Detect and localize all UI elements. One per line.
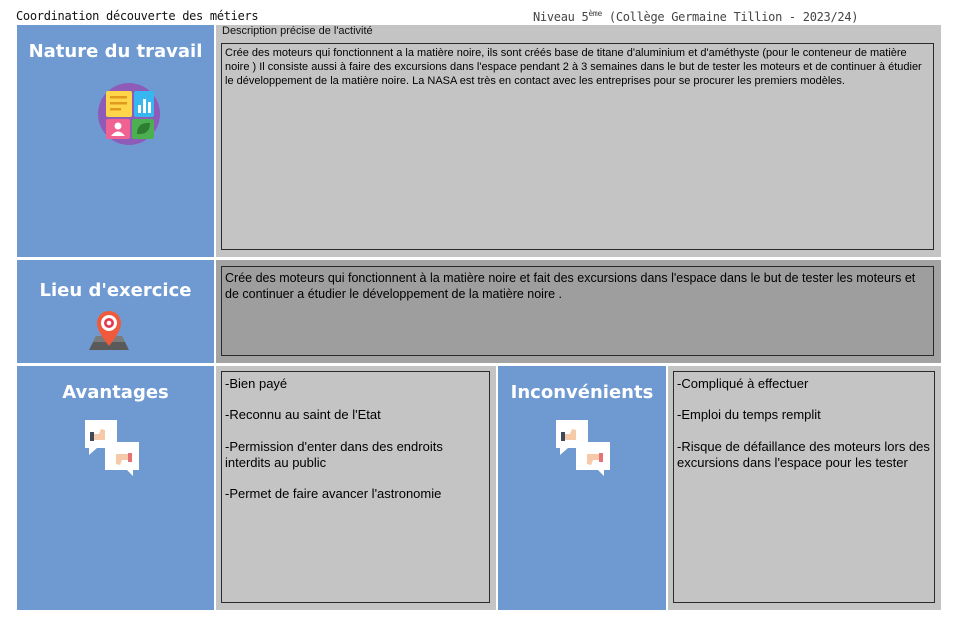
map-pin-icon [87,308,131,352]
inconvenients-content-area [668,366,941,610]
avantages-panel [17,366,214,610]
nature-panel [17,25,214,257]
avantages-item: -Permission d'enter dans des endroits interdits au public [225,438,443,470]
lieu-panel [17,260,214,363]
nature-description-text: Crée des moteurs qui fonctionnent a la matière noire, ils sont créés base de titane d'aluminium et d'améthyste (pour le conteneur de matière noire ) Il consiste aussi à faire des excursions dans l'espace pendant 2 à 3 semaines dans le but de tester les moteurs et de continuer à étudier le développement de la matière noire. La NASA est très en contact avec les entreprises pour se procurer les premiers modèles. [221,43,934,250]
inconvenients-panel [498,366,666,610]
avantages-item: -Permet de faire avancer l'astronomie [225,486,442,501]
thumbs-up-down-icon [554,418,612,476]
inconvenients-title: Inconvénients [510,382,654,403]
lieu-description-text: Crée des moteurs qui fonctionnent à la matière noire et fait des excursions dans l'espace dans le but de tester les moteurs et de continuer a étudier le développement de la matière noire . [221,266,934,356]
level-label: Niveau 5ème (Collège Germaine Tillion - 2023/24) [533,9,859,24]
avantages-item: -Reconnu au saint de l'Etat [225,407,381,423]
lieu-title: Lieu d'exercice [39,280,192,301]
inconvenients-item: -Compliqué à effectuer [677,376,809,391]
avantages-content-area [216,366,496,610]
description-label: Description précise de l'activité [222,25,373,37]
thumbs-up-down-icon [83,418,141,476]
dashboard-apps-icon [97,82,161,146]
inconvenients-list [673,371,935,603]
document-title: Coordination découverte des métiers [16,9,259,23]
nature-title: Nature du travail [28,41,203,62]
avantages-list [221,371,490,603]
avantages-title: Avantages [62,382,169,403]
inconvenients-item: -Risque de défaillance des moteurs lors des excursions dans l'espace pour les tester [677,438,930,470]
inconvenients-item: -Emploi du temps remplit [677,407,821,423]
nature-content-area [216,25,941,257]
lieu-content-area [216,260,941,363]
avantages-item: -Bien payé [225,376,288,391]
